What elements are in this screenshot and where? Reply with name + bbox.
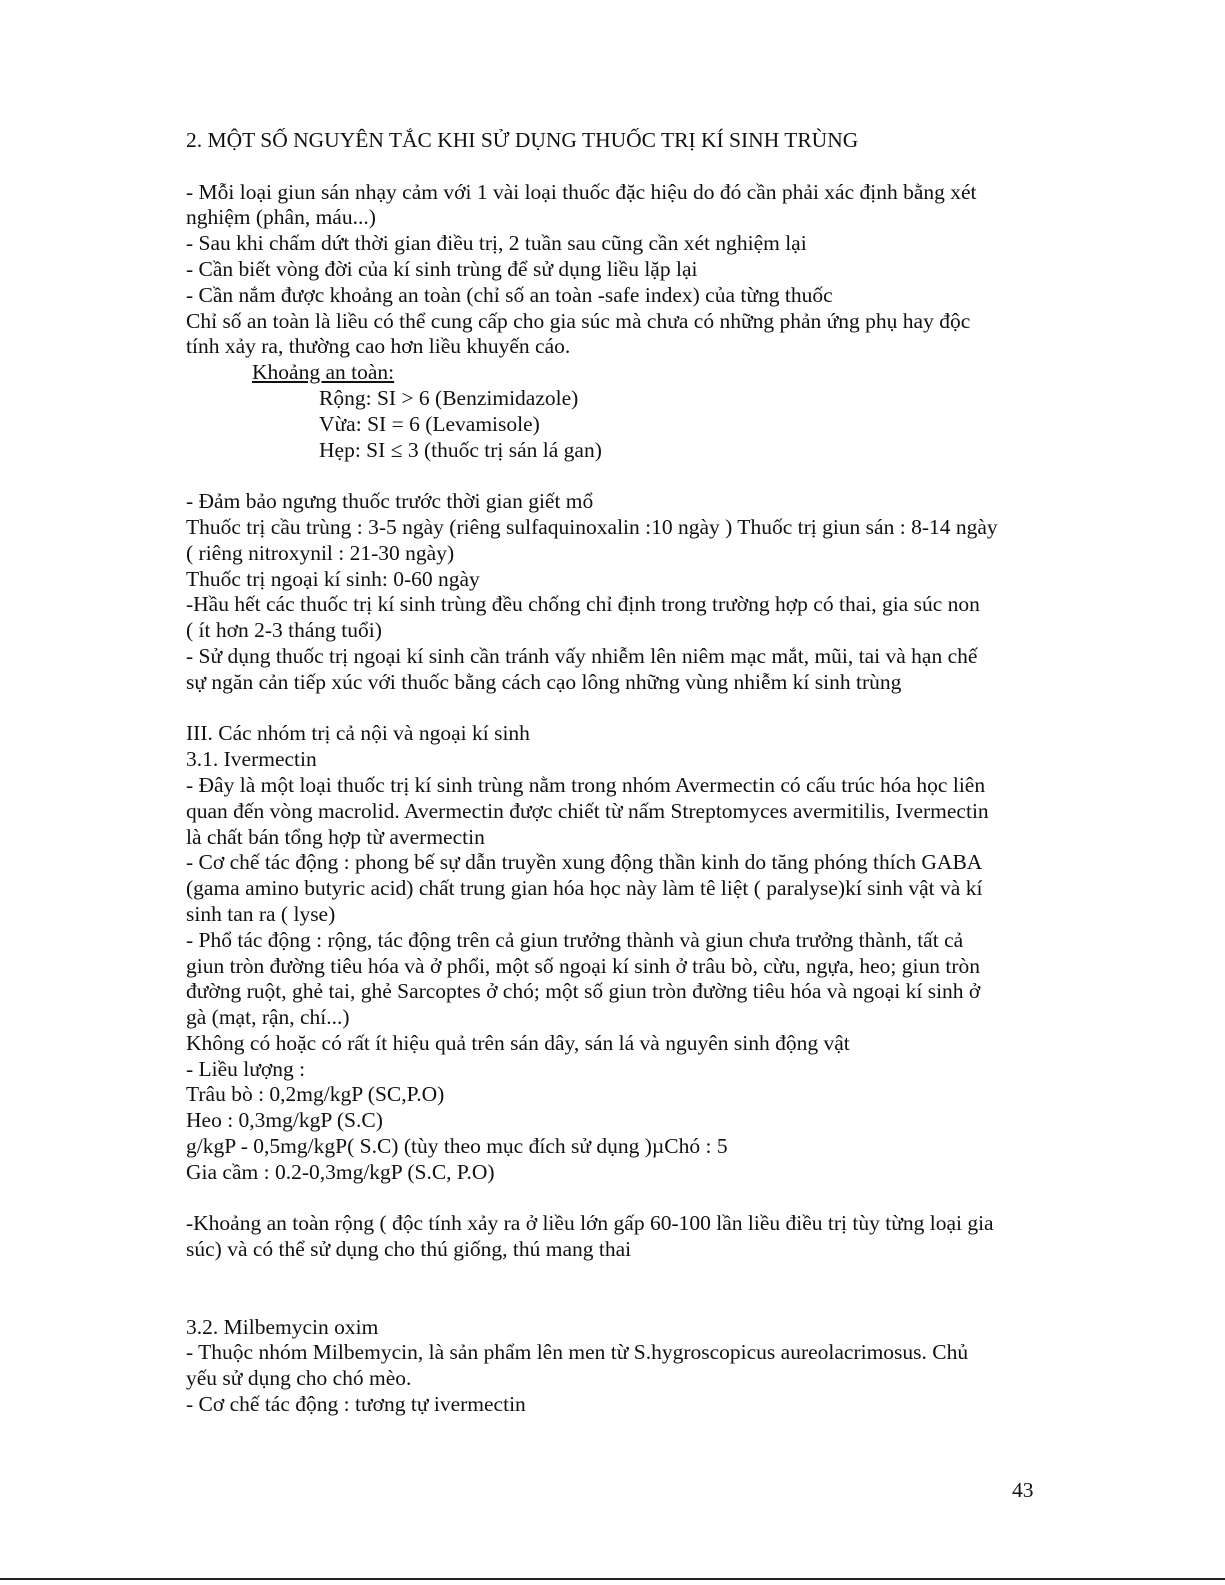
ivermectin-section: [186, 721, 1046, 1185]
text-line: -Hầu hết các thuốc trị kí sinh trùng đều chống chỉ định trong trường hợp có thai, gia súc non: [186, 592, 980, 617]
text-line: tính xảy ra, thường cao hơn liều khuyến cáo.: [186, 334, 571, 359]
text-line: gà (mạt, rận, chí...): [186, 1005, 350, 1030]
text-line: - Sau khi chấm dứt thời gian điều trị, 2 tuần sau cũng cần xét nghiệm lại: [186, 231, 807, 256]
text-line: Chỉ số an toàn là liều có thể cung cấp cho gia súc mà chưa có những phản ứng phụ hay độc: [186, 308, 971, 333]
text-line: - Cần biết vòng đời của kí sinh trùng để sử dụng liều lặp lại: [186, 256, 698, 281]
text-line: g/kgP - 0,5mg/kgP( S.C) (tùy theo mục đích sử dụng )µChó : 5: [186, 1134, 728, 1159]
text-line: - Cơ chế tác động : phong bế sự dẫn truyền xung động thần kinh do tăng phóng thích GABA: [186, 850, 983, 875]
text-line: - Cần nắm được khoảng an toàn (chỉ số an toàn -safe index) của từng thuốc: [186, 282, 833, 307]
principles-block: [186, 180, 1046, 361]
safety-wide-block: [186, 1211, 1046, 1263]
text-line: -Khoảng an toàn rộng ( độc tính xảy ra ở liều lớn gấp 60-100 lần liều điều trị tùy từng loại gia: [186, 1211, 994, 1236]
safety-item: Vừa: SI = 6 (Levamisole): [319, 411, 540, 436]
text-line: (gama amino butyric acid) chất trung gian hóa học này làm tê liệt ( paralyse)kí sinh vật và kí: [186, 876, 983, 901]
text-line: ( riêng nitroxynil : 21-30 ngày): [186, 540, 455, 565]
text-line: đường ruột, ghẻ tai, ghẻ Sarcoptes ở chó; một số giun tròn đường tiêu hóa và ngoại kí sinh ở: [186, 979, 981, 1004]
text-line: - Phổ tác động : rộng, tác động trên cả giun trưởng thành và giun chưa trưởng thành, tất cả: [186, 927, 964, 952]
safety-item: Hẹp: SI ≤ 3 (thuốc trị sán lá gan): [319, 437, 602, 462]
text-line: giun tròn đường tiêu hóa và ở phổi, một số ngoại kí sinh ở trâu bò, cừu, ngựa, heo; giun tròn: [186, 953, 980, 978]
text-line: - Thuộc nhóm Milbemycin, là sản phẩm lên men từ S.hygroscopicus aureolacrimosus. Chủ: [186, 1340, 969, 1365]
text-line: Thuốc trị ngoại kí sinh: 0-60 ngày: [186, 566, 480, 591]
text-line: - Sử dụng thuốc trị ngoại kí sinh cần tránh vấy nhiễm lên niêm mạc mắt, mũi, tai và hạn chế: [186, 643, 978, 668]
text-line: Trâu bò : 0,2mg/kgP (SC,P.O): [186, 1082, 445, 1107]
text-line: sinh tan ra ( lyse): [186, 901, 336, 926]
page-number: 43: [1012, 1478, 1034, 1502]
safety-range-block: [186, 360, 1046, 463]
text-line: quan đến vòng macrolid. Avermectin được chiết từ nấm Streptomyces avermitilis, Ivermectin: [186, 798, 989, 823]
text-line: Thuốc trị cầu trùng : 3-5 ngày (riêng sulfaquinoxalin :10 ngày ) Thuốc trị giun sán : 8-14 ngày: [186, 514, 998, 539]
safety-item: Rộng: SI > 6 (Benzimidazole): [319, 385, 579, 410]
text-line: Không có hoặc có rất ít hiệu quả trên sán dây, sán lá và nguyên sinh động vật: [186, 1030, 850, 1055]
bottom-divider: [0, 1578, 1225, 1580]
text-line: 3.1. Ivermectin: [186, 747, 317, 772]
text-line: súc) và có thể sử dụng cho thú giống, thú mang thai: [186, 1237, 632, 1262]
text-line: yếu sử dụng cho chó mèo.: [186, 1366, 412, 1391]
safety-range-label: Khoảng an toàn:: [252, 360, 395, 385]
text-line: ( ít hơn 2-3 tháng tuổi): [186, 618, 382, 643]
text-line: nghiệm (phân, máu...): [186, 205, 376, 230]
text-line: - Liều lượng :: [186, 1056, 306, 1081]
text-line: là chất bán tổng hợp từ avermectin: [186, 824, 485, 849]
section-heading: 2. MỘT SỐ NGUYÊN TẮC KHI SỬ DỤNG THUỐC TRỊ KÍ SINH TRÙNG: [186, 128, 859, 152]
text-line: - Mỗi loại giun sán nhạy cảm với 1 vài loại thuốc đặc hiệu do đó cần phải xác định bằng xét: [186, 179, 977, 204]
text-line: - Đây là một loại thuốc trị kí sinh trùng nằm trong nhóm Avermectin có cấu trúc hóa học liên: [186, 772, 986, 797]
text-line: III. Các nhóm trị cả nội và ngoại kí sinh: [186, 721, 530, 746]
text-line: sự ngăn cản tiếp xúc với thuốc bằng cách cạo lông những vùng nhiễm kí sinh trùng: [186, 669, 902, 694]
text-line: 3.2. Milbemycin oxim: [186, 1314, 379, 1339]
text-line: Gia cầm : 0.2-0,3mg/kgP (S.C, P.O): [186, 1159, 495, 1184]
text-line: - Đảm bảo ngưng thuốc trước thời gian giết mổ: [186, 489, 594, 514]
document-page: [186, 128, 1046, 1418]
text-line: Heo : 0,3mg/kgP (S.C): [186, 1108, 383, 1133]
withdrawal-block: [186, 489, 1046, 695]
milbemycin-section: [186, 1315, 1046, 1418]
text-line: - Cơ chế tác động : tương tự ivermectin: [186, 1392, 526, 1417]
